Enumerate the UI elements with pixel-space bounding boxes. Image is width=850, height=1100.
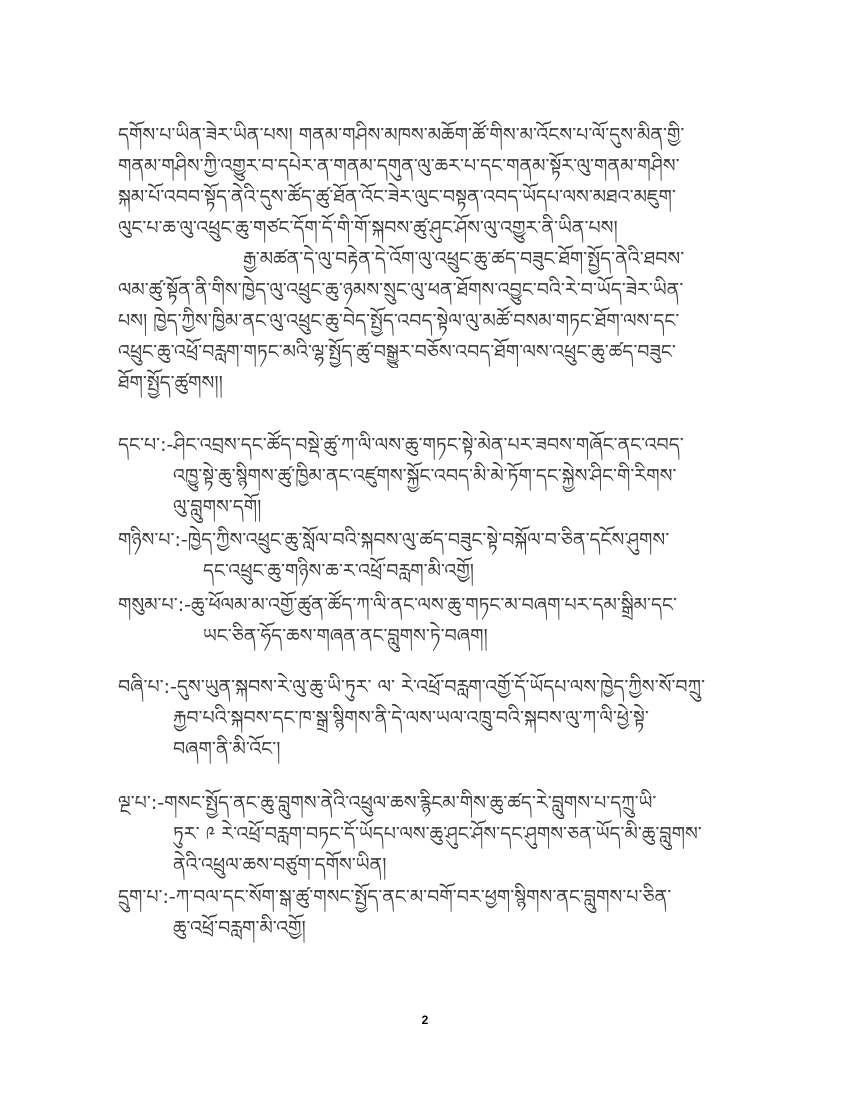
- list-item-line: ཆུ་འཕྲོ་བརླག་མི་འགྱོ།: [173, 917, 306, 939]
- intro-line: ལུང་པ་ཆ་ལུ་འཕྲུང་ཆུ་གཙང་དོག་དོ་གི་གོ་སྐབས་ཚུ་ཤུང་ཤོས་ལུ་འགྱུར་ནི་ཡིན་པས།: [118, 217, 618, 239]
- list-item-line: བཞག་ནི་མི་འོང་།: [173, 738, 281, 760]
- intro-line: པས། ཁྱེད་ཀྱིས་ཁྱིམ་ནང་ལུ་འཕྲུང་ཆུ་བེད་སྤྱོད་འབད་སྟེལ་ལུ་མཚོ་བསམ་གཏང་ཐོག་ལས་དང་: [118, 310, 680, 332]
- list-item-line: ཏུར་ ༩ རེ་འཕྲོ་བརླག་བཏང་དོ་ཡོདཔ་ལས་ཆུ་ཤུང་ཤོས་དང་ཤུགས་ཅན་ཡོད་མི་ཆུ་བླུགས་: [173, 823, 702, 845]
- list-item-6: [118, 882, 748, 944]
- page-number: 2: [421, 1013, 429, 1027]
- list-item-line: བཞི་པ་:-དུས་ཡུན་སྐབས་རེ་ལུ་ཆུ་ཡི་ཏུར་ ལ་ རེ་འཕྲོ་བརླག་འགྱོ་དོ་ཡོདཔ་ལས་ཁྱེད་ཀྱིས་སོ་བཀྲུ་: [118, 676, 705, 698]
- list-item-4: [118, 672, 748, 765]
- intro-line: དགོས་པ་ཡིན་ཟེར་ཡིན་པས། གནམ་གཤིས་མཁས་མཆོག་ཚོ་གིས་མ་འོངས་པ་ལོ་དུས་མིན་གྱི་: [118, 124, 685, 146]
- list-item-line: དང་འཕྲུང་ཆུ་གཉིས་ཆ་ར་འཕྲོ་བརླག་མི་འགྱོ།: [203, 560, 474, 582]
- intro-line: རྒྱ་མཚན་དེ་ལུ་བརྟེན་དེ་འོག་ལུ་འཕྲུང་ཆུ་ཚད་བཟུང་ཐོག་སྤྱོད་ནེའི་ཐབས་: [243, 248, 685, 270]
- list-item-line: འཁྱུ་སྟེ་ཆུ་སྙིགས་ཚུ་ཁྱིམ་ནང་འཛུགས་སྐྱོང་འབད་མི་མེ་ཏོག་དང་སྐྱེས་ཤིང་གི་རིགས་: [173, 465, 677, 487]
- intro-line: འཕྲུང་ཆུ་འཕྲོ་བརླག་གཏང་མའི་ལྷ་སྤྱོད་ཚུ་བསྒྱུར་བཅོས་འབད་ཐོག་ལས་འཕྲུང་ཆུ་ཚད་བཟུང་: [118, 341, 676, 363]
- list-item-line: ལུ་བླུགས་དགོ།: [173, 496, 262, 518]
- list-item-line: དང་པ་:-ཤིང་འབྲས་དང་ཚོད་བསྡེ་ཚུ་ཀ་ལི་ལས་ཆུ་གཏང་སྟེ་མེན་པར་ཟབས་གཞོང་ནང་འབད་: [118, 434, 684, 456]
- list-item-1: [118, 430, 748, 523]
- list-item-5: [118, 788, 748, 881]
- list-item-3: [118, 590, 748, 652]
- list-item-2: [118, 525, 748, 587]
- list-item-line: ནེའི་འཕྲུལ་ཆས་བཙུག་དགོས་ཡིན།: [173, 854, 387, 876]
- list-item-line: ལྔ་པ་:-གསང་སྤྱོད་ནང་ཆུ་བླུགས་ནེའི་འཕྲུལ་ཆས་རྙིངམ་གིས་ཆུ་ཚད་རེ་བླུགས་པ་དཀྲུ་ཡི་: [118, 792, 657, 814]
- intro-paragraph: [118, 120, 738, 399]
- intro-line: གནམ་གཤིས་ཀྱི་འགྱུར་བ་དཔེར་ན་གནམ་དགུན་ལུ་ཆར་པ་དང་གནམ་སྟོར་ལུ་གནམ་གཤིས་: [118, 155, 680, 177]
- intro-line: སྐམ་པོ་འབབ་སྟོད་ནེའི་དུས་ཚོད་ཚུ་ཐོན་འོང་ཟེར་ལུང་བསྟན་འབད་ཡོདཔ་ལས་མཐའ་མཇུག་: [118, 186, 676, 208]
- list-item-line: རྐྱབ་པའི་སྐབས་དང་ཁ་སྒྲ་སྙིགས་ནི་དེ་ལས་ཡལ་འཁྲུ་བའི་སྐབས་ལུ་ཀ་ལི་ཕྱེ་སྟེ་: [173, 707, 649, 729]
- list-item-line: དྲུག་པ་:-ཀ་བལ་དང་སོག་སྒ་ཚུ་གསང་སྤྱོད་ནང་མ་བགོ་བར་ཕྱག་སྙིགས་ནང་བླུགས་པ་ཅིན་: [118, 886, 672, 908]
- list-item-line: གསུམ་པ་:-ཆུ་ཕོལམ་མ་འགྱོ་ཚུན་ཚོད་ཀ་ལི་ནང་ལས་ཆུ་གཏང་མ་བཞག་པར་དམ་སྒྲིམ་དང་: [118, 594, 677, 616]
- intro-line: ཐོག་སྤྱོད་ཚུགས།།: [118, 372, 223, 394]
- list-item-line: ཡང་ཅིན་ཧོད་ཆས་གཞན་ནང་བླུགས་ཏེ་བཞག།: [203, 625, 488, 647]
- intro-line: ལམ་ཚུ་སྟོན་ནི་གིས་ཁྱེད་ལུ་འཕྲུང་ཆུ་ཉམས་སྲུང་ལུ་ཕན་ཐོགས་འབྱུང་བའི་རེ་བ་ཡོད་ཟེར་ཡིན་: [118, 279, 684, 301]
- list-item-line: གཉིས་པ་:-ཁྱེད་ཀྱིས་འཕྲུང་ཆུ་སློལ་བའི་སྐབས་ལུ་ཚད་བཟུང་སྟེ་བསྐོལ་བ་ཅིན་དངོས་ཤུགས་: [118, 529, 670, 551]
